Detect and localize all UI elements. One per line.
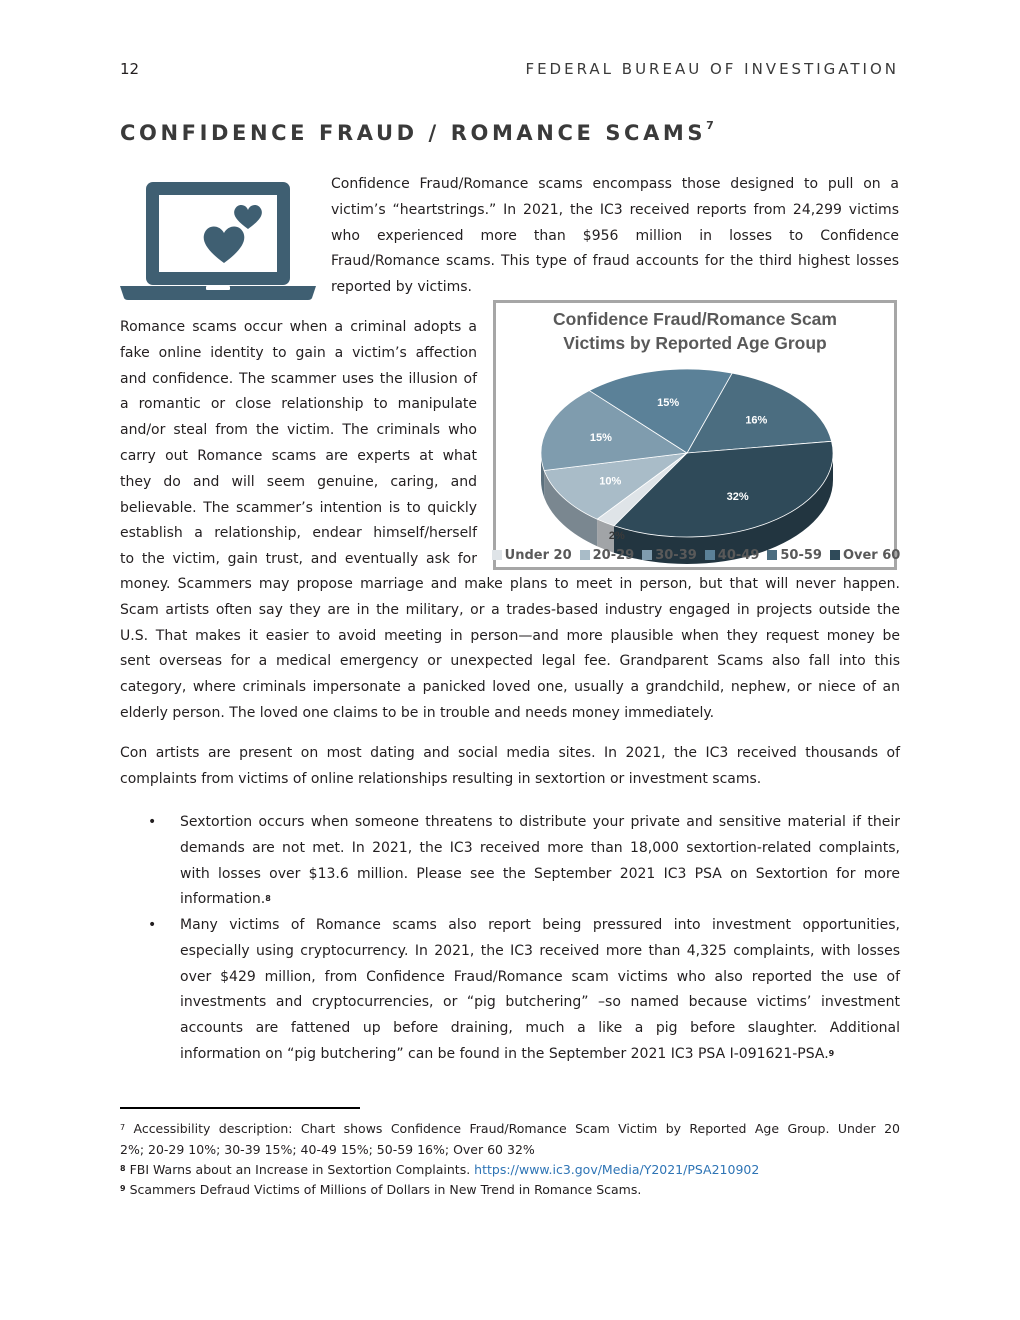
legend-item (830, 546, 900, 564)
legend-item (642, 546, 697, 564)
footnote-ref-7: 7 (706, 119, 714, 132)
legend-item (580, 546, 635, 564)
running-header: FEDERAL BUREAU OF INVESTIGATION (525, 60, 899, 78)
romance-line: sent overseas for a medical emergency or unexpected legal fee. Grandparent Scams also fall into this (120, 653, 900, 670)
legend-item (705, 546, 760, 564)
footnote-text: Scammers Defraud Victims of Millions of Dollars in New Trend in Romance Scams. (129, 1182, 642, 1197)
bullet-line: Many victims of Romance scams also report being pressured into investment opportunities, (180, 917, 900, 933)
bullet-line: accounts are fattened up before draining, much a like a pig before slaughter. Additional (180, 1020, 900, 1037)
footnote-ref-8: 8 (265, 894, 271, 904)
pie-label-40-49: 15% (657, 397, 680, 410)
section-title-text: CONFIDENCE FRAUD / ROMANCE SCAMS (120, 121, 707, 145)
romance-line: and confidence. The scammer uses the illusion of (120, 370, 477, 387)
intro-line: Fraud/Romance scams. This type of fraud accounts for the third highest losses (331, 253, 899, 270)
chart-title-line: Confidence Fraud/Romance Scam (553, 309, 837, 329)
age-group-pie-chart (493, 300, 901, 570)
legend-swatch (642, 550, 652, 560)
romance-paragraph (120, 315, 477, 573)
intro-line: who experienced more than $956 million in losses to Confidence (331, 227, 899, 244)
con-line: Con artists are present on most dating and social media sites. In 2021, the IC3 received thousands of (120, 745, 900, 761)
romance-line: and/or steal from the victim. The criminals who (120, 422, 477, 439)
footnote-text: 2%; 20-29 10%; 30-39 15%; 40-49 15%; 50-59 16%; Over 60 32% (120, 1141, 535, 1157)
footnote-number: 8 (120, 1164, 126, 1173)
pie-label-30-39: 15% (589, 431, 612, 444)
laptop-hearts-icon (120, 180, 316, 302)
footnote-9 (120, 1180, 900, 1201)
intro-line: Confidence Fraud/Romance scams encompass those designed to pull on a (331, 176, 899, 192)
bullet-line: demands are not met. In 2021, the IC3 received more than 18,000 sextortion-related complaints, (180, 839, 900, 856)
footnote-number: 9 (120, 1184, 126, 1193)
footnote-link[interactable]: https://www.ic3.gov/Media/Y2021/PSA210902 (474, 1162, 760, 1177)
legend-item (492, 546, 572, 564)
bullet-line: information on “pig butchering” can be found in the September 2021 IC3 PSA I-091621-PSA. (180, 1045, 829, 1062)
con-line: complaints from victims of online relationships resulting in sextortion or investment scams. (120, 770, 762, 787)
romance-line: Scam artists often say they are in the military, or a trades-based industry engaged in projects outside the (120, 601, 900, 618)
bullet-dot: • (148, 814, 157, 830)
footnote-ref-9: 9 (828, 1048, 835, 1058)
romance-line: believable. The scammer’s intention is to quickly (120, 499, 477, 516)
legend-label: 20-29 (592, 547, 635, 563)
bullet-dot: • (148, 917, 157, 933)
bullet-line: over $429 million, from Confidence Fraud/Romance scam victims who also reported the use of (180, 968, 900, 985)
legend-swatch (580, 550, 590, 560)
romance-line: U.S. That makes it easier to avoid meeting in person—and more plausible when they request money be (120, 627, 900, 644)
legend-label: Under 20 (504, 547, 572, 563)
page-number: 12 (120, 60, 140, 78)
intro-paragraph (331, 172, 899, 301)
legend-label: 30-39 (655, 547, 697, 563)
bullet-line: investments and cryptocurrencies, or “pig butchering” –so named because victims’ investment (180, 994, 900, 1011)
romance-paragraph-continued (120, 572, 900, 727)
romance-line: category, where criminals impersonate a panicked loved one, usually a grandchild, nephew, or niece of an (120, 679, 900, 696)
romance-line: money. Scammers may propose marriage and make plans to meet in person, but that will never happen. (120, 576, 900, 592)
legend-swatch (492, 550, 502, 560)
romance-line: carry out Romance scams are experts at what (120, 447, 477, 464)
romance-line: a romantic or close relationship to manipulate (120, 396, 477, 413)
romance-line: they do and will seem genuine, caring, and (120, 473, 477, 490)
legend-item (767, 546, 822, 564)
con-artists-paragraph (120, 741, 900, 793)
bullet-line: especially using cryptocurrency. In 2021, the IC3 received more than 4,325 complaints, with losses (180, 942, 900, 959)
legend-swatch (830, 550, 840, 560)
intro-line: victim’s “heartstrings.” In 2021, the IC3 received reports from 24,299 victims (331, 201, 899, 218)
pie-label-under-20: 2% (608, 529, 625, 542)
pie-label-over-60: 32% (726, 491, 749, 504)
footnote-7 (120, 1119, 900, 1160)
bullet-pig-butchering (180, 913, 900, 1068)
chart-title (496, 307, 894, 355)
legend-label: Over 60 (842, 547, 901, 563)
legend-label: 50-59 (780, 547, 822, 563)
footnote-number: 7 (120, 1123, 126, 1132)
bullet-line: with losses over $13.6 million. Please see the September 2021 IC3 PSA on Sextortion for more (180, 865, 900, 882)
pie-label-20-29: 10% (599, 475, 622, 488)
bullet-line: Sextortion occurs when someone threatens to distribute your private and sensitive material if their (180, 814, 900, 830)
chart-title-line: Victims by Reported Age Group (563, 333, 827, 353)
legend-swatch (705, 550, 715, 560)
romance-line: to the victim, gain trust, and eventually ask for (120, 551, 477, 568)
romance-line: fake online identity to gain a victim’s affection (120, 344, 477, 361)
intro-line: reported by victims. (331, 279, 472, 296)
bullet-line: information. (180, 891, 266, 908)
section-title (120, 121, 714, 145)
footnote-text: Accessibility description: Chart shows Confidence Fraud/Romance Scam Victim by Reported Age Group. Under 20 (133, 1121, 900, 1136)
footnote-8 (120, 1160, 900, 1181)
legend-label: 40-49 (717, 547, 760, 563)
legend-swatch (767, 550, 777, 560)
romance-line: establish a relationship, endear himself/herself (120, 525, 477, 542)
chart-legend (504, 546, 901, 564)
romance-line: elderly person. The loved one claims to be in trouble and needs money immediately. (120, 704, 715, 721)
footnote-separator (120, 1107, 360, 1109)
footnote-text: FBI Warns about an Increase in Sextortion Complaints. (129, 1162, 471, 1177)
romance-line: Romance scams occur when a criminal adopts a (120, 319, 477, 335)
pie-label-50-59: 16% (745, 414, 768, 427)
bullet-sextortion (180, 810, 900, 913)
